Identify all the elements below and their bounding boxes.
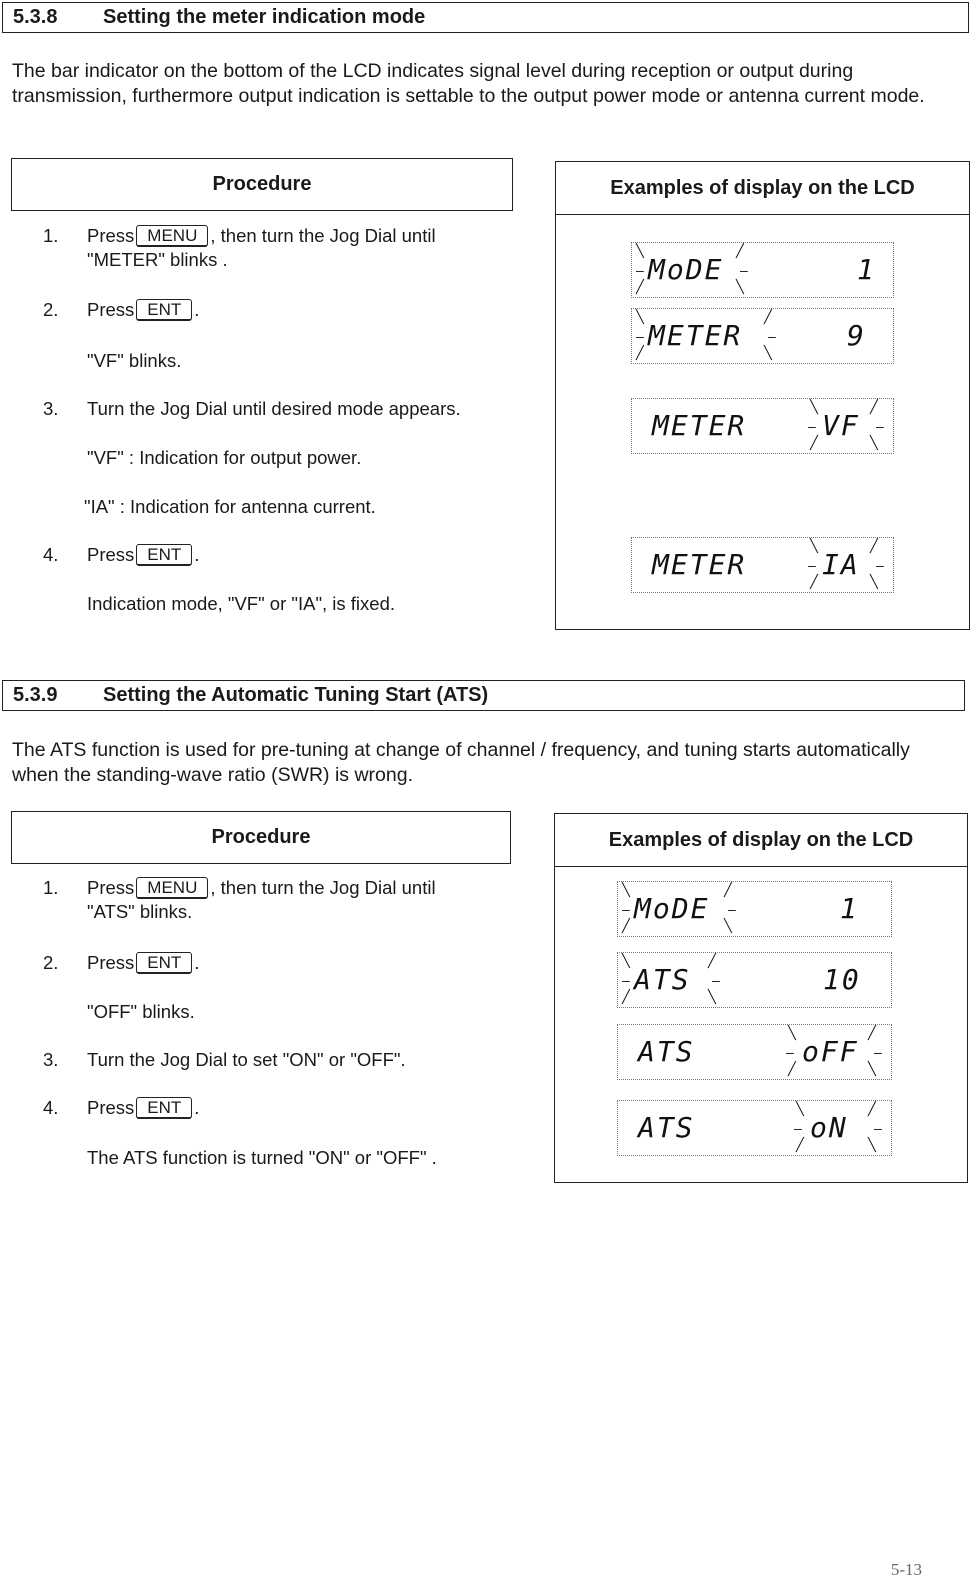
blink-marks-icon: – bbox=[740, 264, 748, 279]
blink-marks-icon: – bbox=[712, 974, 720, 989]
note-vf-blinks: "VF" blinks. bbox=[87, 350, 182, 371]
blink-marks-icon: ╲ bbox=[622, 954, 630, 969]
blink-marks-icon: ╲ bbox=[736, 280, 744, 295]
lcd-right-text: VF bbox=[822, 409, 860, 442]
menu-key: MENU bbox=[136, 877, 208, 899]
blink-marks-icon: – bbox=[808, 559, 816, 574]
step-text: "ATS" blinks. bbox=[87, 901, 193, 922]
lcd-right-text: IA bbox=[822, 548, 860, 581]
blink-marks-icon: – bbox=[794, 1122, 802, 1137]
procedure-header bbox=[11, 158, 513, 211]
note-ia-definition: "IA" : Indication for antenna current. bbox=[84, 496, 376, 517]
lcd-left-text: METER bbox=[648, 319, 743, 352]
lcd-display bbox=[617, 952, 892, 1008]
section-number: 5.3.8 bbox=[13, 6, 58, 28]
lcd-display bbox=[617, 1024, 892, 1080]
blink-marks-icon: – bbox=[728, 903, 736, 918]
lcd-panel-title: Examples of display on the LCD bbox=[556, 162, 969, 215]
section-title: Setting the meter indication mode bbox=[103, 6, 426, 28]
lcd-right-text: 10 bbox=[823, 963, 861, 996]
step-text: Press bbox=[87, 1097, 135, 1118]
blink-marks-icon: ╲ bbox=[810, 400, 818, 415]
blink-marks-icon: ╱ bbox=[622, 990, 630, 1005]
blink-marks-icon: ╱ bbox=[870, 539, 878, 554]
blink-marks-icon: – bbox=[786, 1046, 794, 1061]
lcd-right-text: oN bbox=[810, 1111, 848, 1144]
blink-marks-icon: ╲ bbox=[868, 1138, 876, 1153]
blink-marks-icon: ╲ bbox=[636, 310, 644, 325]
step-text: Press bbox=[87, 299, 135, 320]
section-number: 5.3.9 bbox=[13, 684, 58, 706]
step-text: Press bbox=[87, 952, 135, 973]
procedure-title: Procedure bbox=[212, 173, 312, 195]
blink-marks-icon: – bbox=[636, 264, 644, 279]
ent-key: ENT bbox=[136, 299, 192, 321]
blink-marks-icon: ╲ bbox=[870, 436, 878, 451]
blink-marks-icon: – bbox=[768, 330, 776, 345]
blink-marks-icon: ╲ bbox=[636, 244, 644, 259]
step-text: . bbox=[194, 952, 200, 973]
blink-marks-icon: ╲ bbox=[796, 1102, 804, 1117]
blink-marks-icon: ╱ bbox=[736, 244, 744, 259]
lcd-right-text: 1 bbox=[840, 892, 859, 925]
blink-marks-icon: ╲ bbox=[870, 575, 878, 590]
step-number: 3. bbox=[43, 398, 59, 419]
blink-marks-icon: – bbox=[622, 903, 630, 918]
blink-marks-icon: ╱ bbox=[764, 310, 772, 325]
procedure-title: Procedure bbox=[211, 826, 311, 848]
lcd-display bbox=[617, 1100, 892, 1156]
step-text: , then turn the Jog Dial until bbox=[210, 877, 436, 898]
blink-marks-icon: ╱ bbox=[622, 919, 630, 934]
note-ats-result: The ATS function is turned "ON" or "OFF" . bbox=[87, 1147, 437, 1168]
section-intro: The bar indicator on the bottom of the LCD indicates signal level during reception or output during transmission, furthermore output indication is settable to the output power mode or antenna current mode. bbox=[12, 60, 925, 107]
blink-marks-icon: – bbox=[876, 420, 884, 435]
section-intro: The ATS function is used for pre-tuning at change of channel / frequency, and tuning starts automatically when the standing-wave ratio (SWR) is wrong. bbox=[12, 739, 910, 786]
section-title: Setting the Automatic Tuning Start (ATS) bbox=[103, 684, 489, 706]
blink-marks-icon: – bbox=[622, 974, 630, 989]
blink-marks-icon: ╱ bbox=[708, 954, 716, 969]
note-vf-definition: "VF" : Indication for output power. bbox=[87, 447, 362, 468]
step-text: Turn the Jog Dial until desired mode appears. bbox=[87, 398, 461, 419]
step-number: 1. bbox=[43, 877, 59, 898]
lcd-left-text: ATS bbox=[638, 1111, 695, 1144]
blink-marks-icon: ╲ bbox=[868, 1062, 876, 1077]
blink-marks-icon: – bbox=[808, 420, 816, 435]
section-header-5-3-9 bbox=[2, 680, 965, 711]
blink-marks-icon: ╲ bbox=[764, 346, 772, 361]
blink-marks-icon: ╱ bbox=[636, 346, 644, 361]
lcd-left-text: ATS bbox=[634, 963, 691, 996]
blink-marks-icon: ╱ bbox=[724, 883, 732, 898]
ent-key: ENT bbox=[136, 1097, 192, 1119]
step-text: , then turn the Jog Dial until bbox=[210, 225, 436, 246]
lcd-display bbox=[631, 308, 894, 364]
blink-marks-icon: ╲ bbox=[788, 1026, 796, 1041]
blink-marks-icon: ╲ bbox=[724, 919, 732, 934]
lcd-display bbox=[617, 881, 892, 937]
menu-key: MENU bbox=[136, 225, 208, 247]
blink-marks-icon: – bbox=[876, 559, 884, 574]
lcd-right-text: oFF bbox=[802, 1035, 859, 1068]
blink-marks-icon: ╱ bbox=[810, 436, 818, 451]
blink-marks-icon: ╱ bbox=[788, 1062, 796, 1077]
blink-marks-icon: – bbox=[874, 1122, 882, 1137]
step-number: 4. bbox=[43, 544, 59, 565]
blink-marks-icon: ╲ bbox=[810, 539, 818, 554]
lcd-left-text: METER bbox=[652, 409, 747, 442]
step-number: 4. bbox=[43, 1097, 59, 1118]
procedure-header bbox=[11, 811, 511, 864]
lcd-left-text: MoDE bbox=[634, 892, 710, 925]
blink-marks-icon: ╱ bbox=[870, 400, 878, 415]
blink-marks-icon: ╲ bbox=[622, 883, 630, 898]
blink-marks-icon: ╱ bbox=[796, 1138, 804, 1153]
step-text: Turn the Jog Dial to set "ON" or "OFF". bbox=[87, 1049, 406, 1070]
step-number: 2. bbox=[43, 299, 59, 320]
step-number: 2. bbox=[43, 952, 59, 973]
ent-key: ENT bbox=[136, 544, 192, 566]
step-text: Press bbox=[87, 877, 135, 898]
lcd-display bbox=[631, 537, 894, 593]
lcd-left-text: ATS bbox=[638, 1035, 695, 1068]
blink-marks-icon: ╱ bbox=[810, 575, 818, 590]
section-header-5-3-8 bbox=[2, 2, 969, 33]
blink-marks-icon: ╲ bbox=[708, 990, 716, 1005]
lcd-right-text: 1 bbox=[857, 253, 876, 286]
note-off-blinks: "OFF" blinks. bbox=[87, 1001, 195, 1022]
step-text: Press bbox=[87, 225, 135, 246]
blink-marks-icon: – bbox=[636, 330, 644, 345]
lcd-panel-title: Examples of display on the LCD bbox=[555, 814, 967, 867]
blink-marks-icon: ╱ bbox=[868, 1102, 876, 1117]
step-number: 1. bbox=[43, 225, 59, 246]
step-text: . bbox=[194, 544, 200, 565]
step-text: . bbox=[194, 299, 200, 320]
blink-marks-icon: ╱ bbox=[868, 1026, 876, 1041]
lcd-left-text: METER bbox=[652, 548, 747, 581]
lcd-display bbox=[631, 398, 894, 454]
step-text: Press bbox=[87, 544, 135, 565]
lcd-display bbox=[631, 242, 894, 298]
note-mode-fixed: Indication mode, "VF" or "IA", is fixed. bbox=[87, 593, 396, 614]
lcd-left-text: MoDE bbox=[648, 253, 724, 286]
page-number: 5-13 bbox=[890, 1560, 922, 1579]
step-text: "METER" blinks . bbox=[87, 249, 228, 270]
lcd-right-text: 9 bbox=[847, 319, 866, 352]
blink-marks-icon: – bbox=[874, 1046, 882, 1061]
step-number: 3. bbox=[43, 1049, 59, 1070]
ent-key: ENT bbox=[136, 952, 192, 974]
step-text: . bbox=[194, 1097, 200, 1118]
blink-marks-icon: ╱ bbox=[636, 280, 644, 295]
